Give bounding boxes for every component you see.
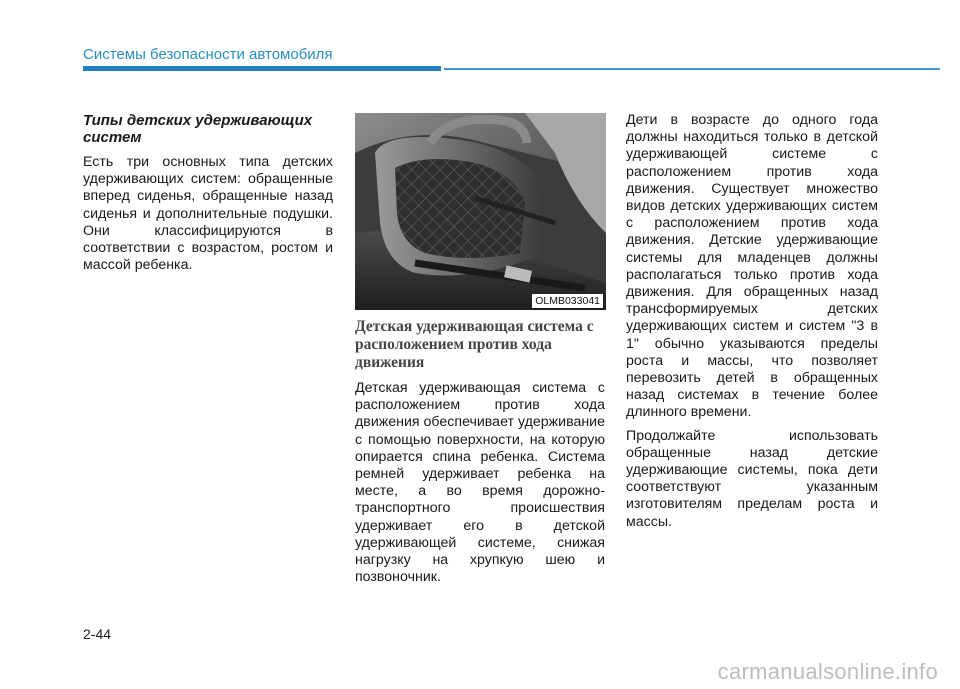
paragraph-infants-rear-facing: Дети в возрасте до одного года должны находиться только в детской удерживающей системе с расположением против хода движения. Существует множество видов детских удерживающих систем с расположением против хода движения. Детские удерживающие системы для младенцев должны располагаться только против хода движения. Для обращенных назад трансформируемых детских удерживающих систем и систем "3 в 1" обычно указываются пределы роста и массы, что позволяет перевозить детей в обращенных назад системах в течение более длинного времени. — [626, 112, 878, 421]
paragraph-rear-facing-description: Детская удерживающая система с расположением против хода движения обеспечивает удерживание с помощью поверхности, на которую опирается спина ребенка. Система ремней удерживает ребенка на месте, а во время дорожно-транспортного происшествия удерживает его в детской удерживающей системе, снижая нагрузку на хрупкую шею и позвоночник. — [355, 380, 605, 586]
heading-child-restraint-types: Типы детских удерживающих систем — [83, 112, 313, 146]
heading-rear-facing-system: Детская удерживающая система с расположением против хода движения — [355, 318, 594, 371]
page-number: 2-44 — [83, 626, 112, 642]
section-title: Системы безопасности автомобиля — [83, 46, 333, 63]
figure-code-label: OLMB033041 — [532, 294, 603, 308]
header-rule-dark — [83, 66, 441, 71]
car-seat-illustration — [355, 113, 606, 310]
watermark: carmanualsonline.info — [717, 659, 938, 684]
column-right — [626, 112, 878, 537]
paragraph-types-intro: Есть три основных типа детских удерживающих систем: обращенные вперед сиденья, обращенные назад сиденья и дополнительные подушки. Они классифицируются в соответствии с возрастом, ростом и массой ребенка. — [83, 154, 333, 274]
column-left — [83, 112, 333, 280]
header-rule-light — [444, 68, 940, 70]
figure-rear-facing-seat — [355, 113, 606, 310]
paragraph-continue-use: Продолжайте использовать обращенные назад детские удерживающие системы, пока дети соответствуют указанным изготовителям пределам роста и массы. — [626, 427, 878, 530]
column-middle — [355, 318, 605, 592]
